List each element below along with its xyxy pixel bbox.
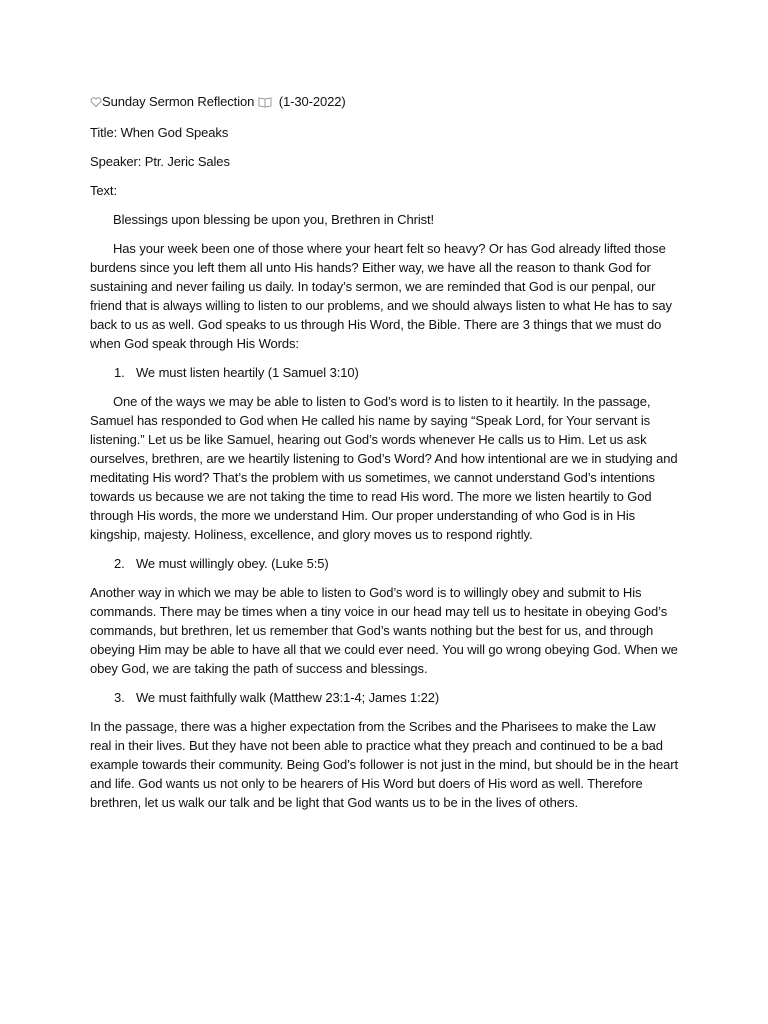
point-heading-text: We must faithfully walk (Matthew 23:1-4; James 1:22) — [136, 690, 440, 705]
point-number: 1. — [114, 365, 125, 380]
intro-paragraph: Has your week been one of those where your heart felt so heavy? Or has God already lifted those burdens since you left them all unto His hands? Either way, we have all the reason to thank God for sustaining and never failing us daily. In today’s sermon, we are reminded that God is our penpal, our friend that is always willing to listen to our problems, and we should always listen to what He has to say back to us as well. God speaks to us through His Word, the Bible. There are 3 things that we must do when God speak through His Words: — [90, 241, 672, 351]
point-heading-text: We must willingly obey. (Luke 5:5) — [136, 556, 329, 571]
sermon-text-label: Text: — [90, 183, 117, 198]
point-heading-text: We must listen heartily (1 Samuel 3:10) — [136, 365, 359, 380]
point-number: 3. — [114, 690, 125, 705]
sermon-title: Title: When God Speaks — [90, 125, 229, 140]
point-number: 2. — [114, 556, 125, 571]
point-paragraph: Another way in which we may be able to listen to God’s word is to willingly obey and submit to His commands. There may be times when a tiny voice in our head may tell us to hesitate in obeying God’s commands, but brethren, let us remember that God’s wants nothing but the best for us, and through obeying Him may be able to have all that we could ever need. You will go wrong obeying God. When we obey God, we are taking the path of success and blessings. — [90, 585, 678, 676]
reflection-title-line — [90, 92, 680, 113]
document-body — [90, 92, 680, 822]
heart-icon — [90, 94, 102, 113]
point-heading — [90, 688, 680, 707]
reflection-title: Sunday Sermon Reflection — [102, 94, 255, 109]
sermon-speaker: Speaker: Ptr. Jeric Sales — [90, 154, 230, 169]
point-heading — [90, 554, 680, 573]
sermon-date: (1-30-2022) — [278, 94, 346, 109]
book-icon — [258, 94, 272, 113]
point-paragraph: In the passage, there was a higher expectation from the Scribes and the Pharisees to make the Law real in their lives. But they have not been able to practice what they preach and continued to be a bad example towards their community. Being God’s follower is not just in the mind, but should be in the heart and life. God wants us not only to be hearers of His Word but doers of His word as well. Therefore brethren, let us walk our talk and be light that God wants us to be in the lives of others. — [90, 719, 679, 810]
point-paragraph: One of the ways we may be able to listen to God’s word is to listen to it heartily. In the passage, Samuel has responded to God when He called his name by saying “Speak Lord, for Your servant is listening.” Let us be like Samuel, hearing out God’s words whenever He calls us to Him. Let us ask ourselves, brethren, are we heartily listening to God’s Word? And how intentional are we in studying and meditating His word? That’s the problem with us sometimes, we cannot understand God’s intentions towards us because we are not taking the time to read His word. The more we listen heartily to God through His words, the more we understand Him. Our proper understanding of who God is in His kingship, majesty. Holiness, excellence, and glory moves us to respond rightly. — [90, 394, 678, 542]
greeting-paragraph: Blessings upon blessing be upon you, Brethren in Christ! — [113, 212, 435, 227]
point-heading — [90, 363, 680, 382]
